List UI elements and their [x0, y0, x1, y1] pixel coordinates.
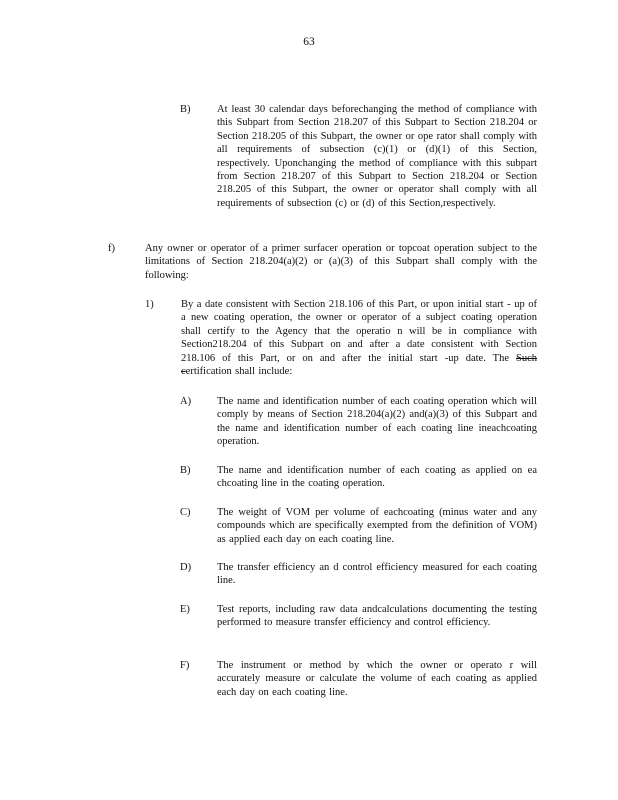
item-1-text	[181, 298, 537, 378]
sub-item-a-text: The name and identification number of each coating operation which will comply by means of Section 218.204(a)(2) and(a)(3) of this Subpart and the name and identification number of each coating line ineachcoating operation.	[217, 396, 537, 448]
sub-item-d-label: D)	[180, 562, 192, 573]
sub-item-a-label: A)	[180, 396, 192, 407]
sub-item-e-label: E)	[180, 604, 190, 615]
page-number: 63	[303, 36, 315, 48]
sub-item-f-text: The instrument or method by which the owner or operato r will accurately measure or calculate the volume of each coating as applied each day on each coating line.	[217, 660, 537, 698]
item-1-label: 1)	[145, 299, 154, 310]
item-1-text-start: By a date consistent with Section 218.106 of this Part, or upon initial start - up of a new coating operation, the owner or operator of a subject coating operation shall certify to the Agency that the operatio n will be in compliance with Section218.204 of this Subpart on and after a date consistent with Section 218.106 of this Part, or on and after the initial start -up date. The	[181, 299, 537, 364]
struck-text: Such c	[181, 352, 537, 378]
para-f-label: f)	[108, 243, 115, 254]
sub-b-label: B)	[180, 104, 191, 115]
item-1-text-end: ertification shall include:	[185, 366, 293, 378]
sub-item-f-label: F)	[180, 660, 190, 671]
sub-item-c-label: C)	[180, 507, 191, 518]
sub-b-text: At least 30 calendar days beforechanging the method of compliance with this Subpart from Section 218.207 of this Subpart to Section 218.204 or Section 218.205 of this Subpart, the owner or ope rator shall comply with all requirements of subsection (c)(1) or (d)(1) of this Section, respectively. Uponchanging the method of compliance with this subpart from Section 218.207 of this Subpart to Section 218.204 or Section 218.205 of this Subpart, the owner or operator shall comply with all requirements of subsection (c) or (d) of this Section,respectively.	[217, 104, 537, 209]
sub-item-c-text: The weight of VOM per volume of eachcoating (minus water and any compounds which are specifically exempted from the definition of VOM) as applied each day on each coating line.	[217, 507, 537, 545]
sub-item-d-text: The transfer efficiency an d control efficiency measured for each coating line.	[217, 562, 537, 587]
sub-item-e-text: Test reports, including raw data andcalculations documenting the testing performed to measure transfer efficiency and control efficiency.	[217, 604, 537, 629]
para-f-text: Any owner or operator of a primer surfacer operation or topcoat operation subject to the limitations of Section 218.204(a)(2) or (a)(3) of this Subpart shall comply with the following:	[145, 243, 537, 281]
sub-item-b-text: The name and identification number of each coating as applied on ea chcoating line in the coating operation.	[217, 465, 537, 490]
sub-item-b-label: B)	[180, 465, 191, 476]
